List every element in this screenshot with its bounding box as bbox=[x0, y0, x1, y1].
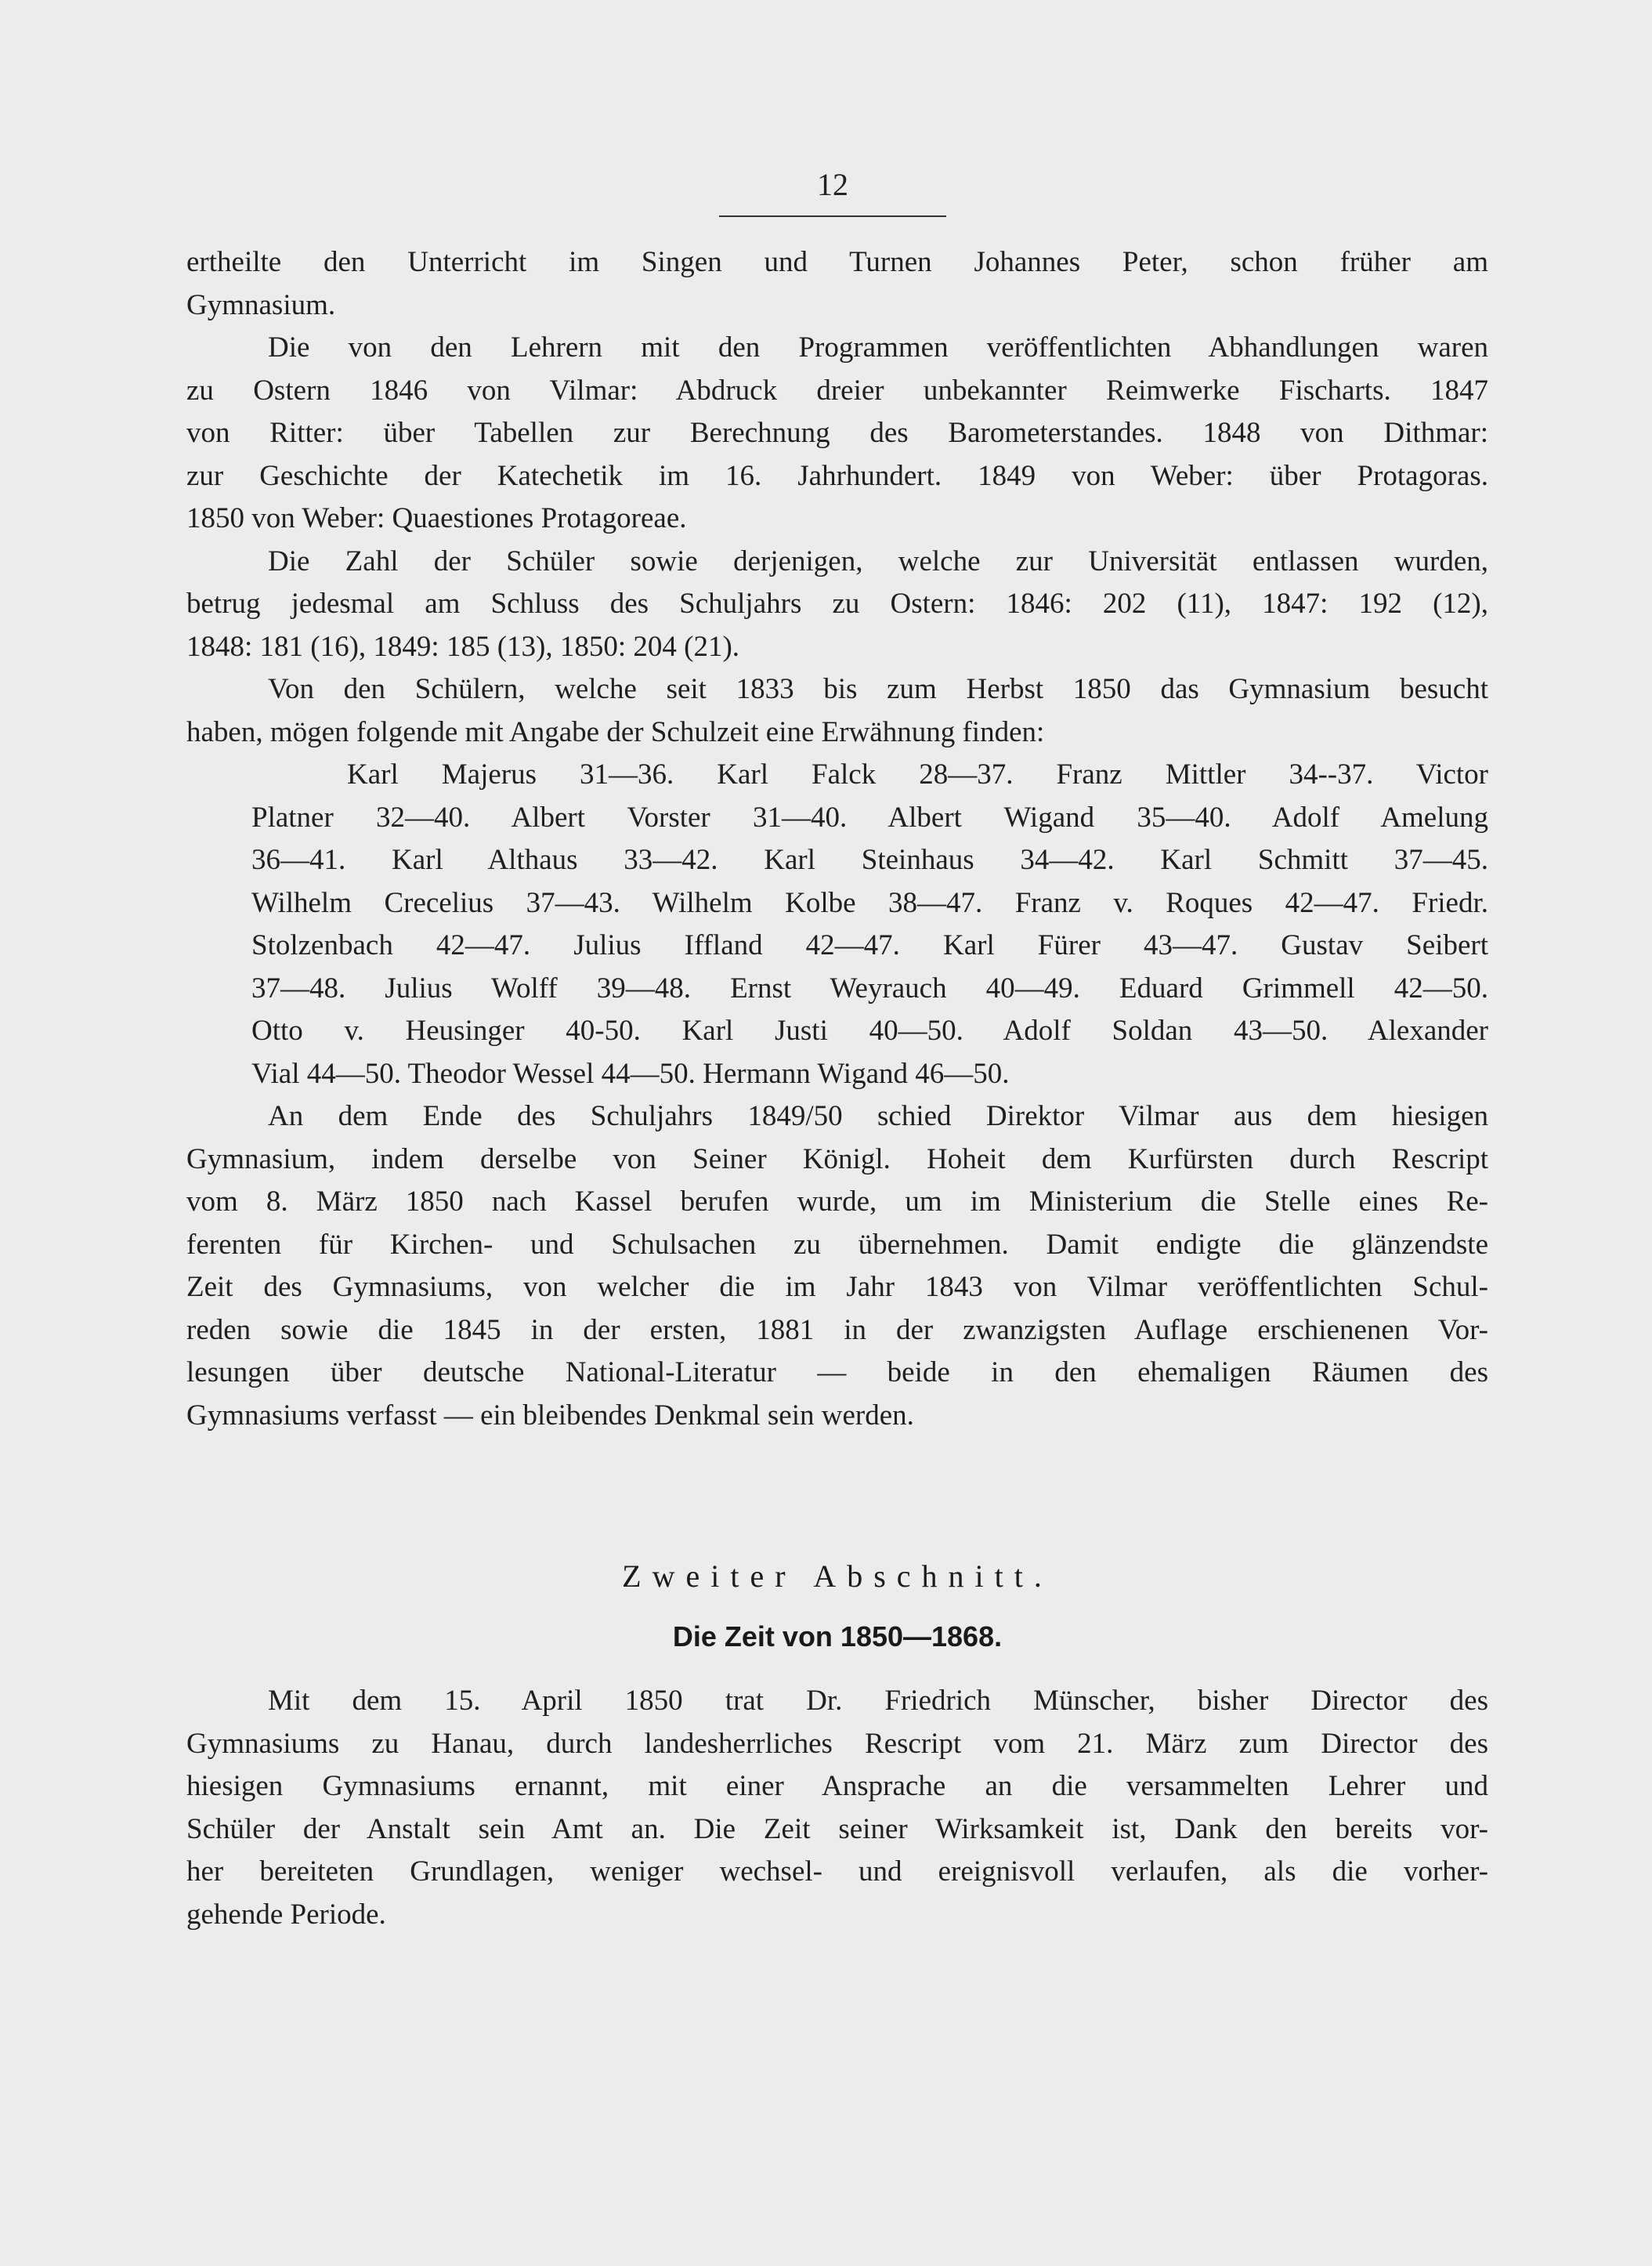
text-line: zu Ostern 1846 von Vilmar: Abdruck dreier unbekannter Reimwerke Fischarts. 1847 bbox=[186, 374, 1488, 407]
text-line: reden sowie die 1845 in der ersten, 1881 in der zwanzigsten Auflage erschienenen Vor- bbox=[186, 1313, 1488, 1346]
text-line: 1850 von Weber: Quaestiones Protagoreae. bbox=[186, 502, 687, 534]
body-text-upper bbox=[186, 241, 1488, 1437]
text-line: Die Zahl der Schüler sowie derjenigen, welche zur Universität entlassen wurden, bbox=[268, 545, 1488, 577]
header-rule bbox=[719, 215, 946, 217]
text-line: Zeit des Gymnasiums, von welcher die im Jahr 1843 von Vilmar veröffentlichten Schul- bbox=[186, 1271, 1488, 1303]
text-line: von Ritter: über Tabellen zur Berechnung des Barometerstandes. 1848 von Dithmar: bbox=[186, 417, 1488, 449]
text-line: Die von den Lehrern mit den Programmen veröffentlichten Abhandlungen waren bbox=[268, 331, 1488, 364]
text-line: Gymnasium. bbox=[186, 288, 336, 321]
text-line: Gymnasiums zu Hanau, durch landesherrliches Rescript vom 21. März zum Director des bbox=[186, 1727, 1488, 1760]
text-line: Mit dem 15. April 1850 trat Dr. Friedrich Münscher, bisher Director des bbox=[268, 1685, 1488, 1717]
text-line: lesungen über deutsche National-Literatur — beide in den ehemaligen Räumen des bbox=[186, 1356, 1488, 1388]
text-line: Gymnasiums verfasst — ein bleibendes Denkmal sein werden. bbox=[186, 1399, 914, 1432]
body-text-lower bbox=[186, 1680, 1488, 1936]
text-line: vom 8. März 1850 nach Kassel berufen wurde, um im Ministerium die Stelle eines Re- bbox=[186, 1185, 1488, 1218]
text-line: 1848: 181 (16), 1849: 185 (13), 1850: 204 (21). bbox=[186, 630, 740, 663]
text-line: An dem Ende des Schuljahrs 1849/50 schied Direktor Vilmar aus dem hiesigen bbox=[268, 1100, 1488, 1132]
text-line: 37—48. Julius Wolff 39—48. Ernst Weyrauch 40—49. Eduard Grimmell 42—50. bbox=[251, 972, 1488, 1004]
text-line: ferenten für Kirchen- und Schulsachen zu übernehmen. Damit endigte die glänzendste bbox=[186, 1228, 1488, 1261]
text-line: Karl Majerus 31—36. Karl Falck 28—37. Franz Mittler 34--37. Victor bbox=[347, 758, 1488, 791]
text-line: Wilhelm Crecelius 37—43. Wilhelm Kolbe 38—47. Franz v. Roques 42—47. Friedr. bbox=[251, 886, 1488, 919]
text-line: zur Geschichte der Katechetik im 16. Jahrhundert. 1849 von Weber: über Protagoras. bbox=[186, 459, 1488, 492]
text-line: Otto v. Heusinger 40-50. Karl Justi 40—50. Adolf Soldan 43—50. Alexander bbox=[251, 1015, 1488, 1047]
text-line: Platner 32—40. Albert Vorster 31—40. Albert Wigand 35—40. Adolf Amelung bbox=[251, 801, 1488, 834]
text-line: betrug jedesmal am Schluss des Schuljahrs zu Ostern: 1846: 202 (11), 1847: 192 (12), bbox=[186, 588, 1488, 620]
section-subheading: Die Zeit von 1850—1868. bbox=[672, 1620, 1003, 1652]
text-line: Stolzenbach 42—47. Julius Iffland 42—47. Karl Fürer 43—47. Gustav Seibert bbox=[251, 929, 1488, 961]
text-line: Gymnasium, indem derselbe von Seiner Königl. Hoheit dem Kurfürsten durch Rescript bbox=[186, 1142, 1488, 1175]
section-heading: Zweiter Abschnitt. bbox=[622, 1558, 1053, 1594]
text-line: Vial 44—50. Theodor Wessel 44—50. Hermann Wigand 46—50. bbox=[251, 1057, 1010, 1090]
text-line: Von den Schülern, welche seit 1833 bis zum Herbst 1850 das Gymnasium besucht bbox=[268, 673, 1488, 705]
page-number: 12 bbox=[817, 167, 848, 202]
text-line: ertheilte den Unterricht im Singen und Turnen Johannes Peter, schon früher am bbox=[186, 246, 1488, 278]
text-line: hiesigen Gymnasiums ernannt, mit einer Ansprache an die versammelten Lehrer und bbox=[186, 1770, 1488, 1802]
text-line: haben, mögen folgende mit Angabe der Schulzeit eine Erwähnung finden: bbox=[186, 715, 1045, 748]
text-line: her bereiteten Grundlagen, weniger wechsel- und ereignisvoll verlaufen, als die vorher- bbox=[186, 1855, 1488, 1888]
text-line: 36—41. Karl Althaus 33—42. Karl Steinhaus 34—42. Karl Schmitt 37—45. bbox=[251, 844, 1488, 876]
text-line: Schüler der Anstalt sein Amt an. Die Zeit seiner Wirksamkeit ist, Dank den bereits vor- bbox=[186, 1812, 1488, 1845]
text-line: gehende Periode. bbox=[186, 1898, 386, 1931]
